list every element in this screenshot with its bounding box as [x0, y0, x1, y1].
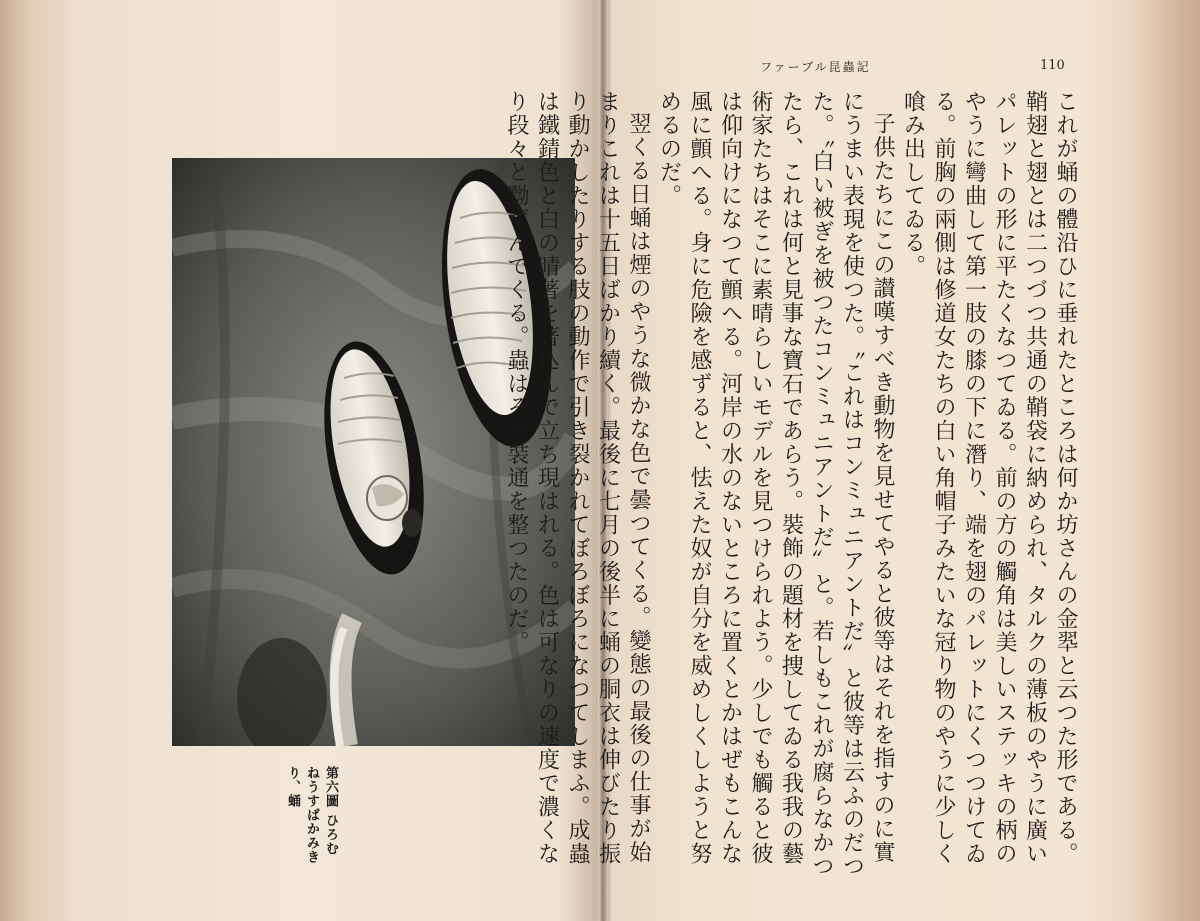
paragraph-2: 子供たちにこの讃嘆すべき動物を見せてやると彼等はそれを指すのに實にうまい表現を使つた。〝これはコンミュニアントだ〟と彼等は云ふのだつた。〝白い被ぎを被つたコンミュニアントだ〟と。若しもこれが腐らなかつたら、これは何と見事な寶石であらう。裝飾の題材を捜してゐる我我の藝術家たちはそこに素晴らしいモデルを見つけられよう。少しでも觸ると彼は仰向けになつて顫へる。河岸の水のないところに置くとかはぜもこんな風に顫へる。身に危險を感ずると、怯えた奴が自分を威めしくしようと努めるのだ。: [656, 90, 895, 878]
paragraph-1: これが蛹の體沿ひに垂れたところは何か坊さんの金翆と云つた形である。鞘翅と翅とは二つづつ共通の鞘袋に納められ、タルクの薄板のやうに廣いパレットの形に平たくなつてゐる。前の方の觸角は美しいステッキの柄のやうに彎曲して第一肢の膝の下に潛り、端を翅のパレットにくつつけてゐる。前胸の兩側は修道女たちの白い角帽子みたいな冠り物のやうに少しく喰み出してゐる。: [900, 90, 1078, 866]
page-number: 110: [1040, 58, 1065, 73]
paragraph-3: 翌くる日蛹は煙のやうな微かな色で曇つてくる。變態の最後の仕事が始まりこれは十五日ばかり續く。最後に七月の後半に蛹の胴衣は伸びたり振り動かしたりする肢の動作で引き裂かれてぼろぼろになつてしまふ。成蟲は鐵錆色と白の晴著を著込んで立ち現はれる。色は可なりの速度で濃くなり段々と黝ずんでくる。蟲はその裝通を整つたのだ。: [504, 90, 651, 866]
figure-caption: 第六圖 ひろむねうすばかみきり、蛹: [285, 766, 338, 864]
body-text: [504, 90, 1080, 880]
running-head: ファーブル昆蟲記: [760, 60, 871, 74]
